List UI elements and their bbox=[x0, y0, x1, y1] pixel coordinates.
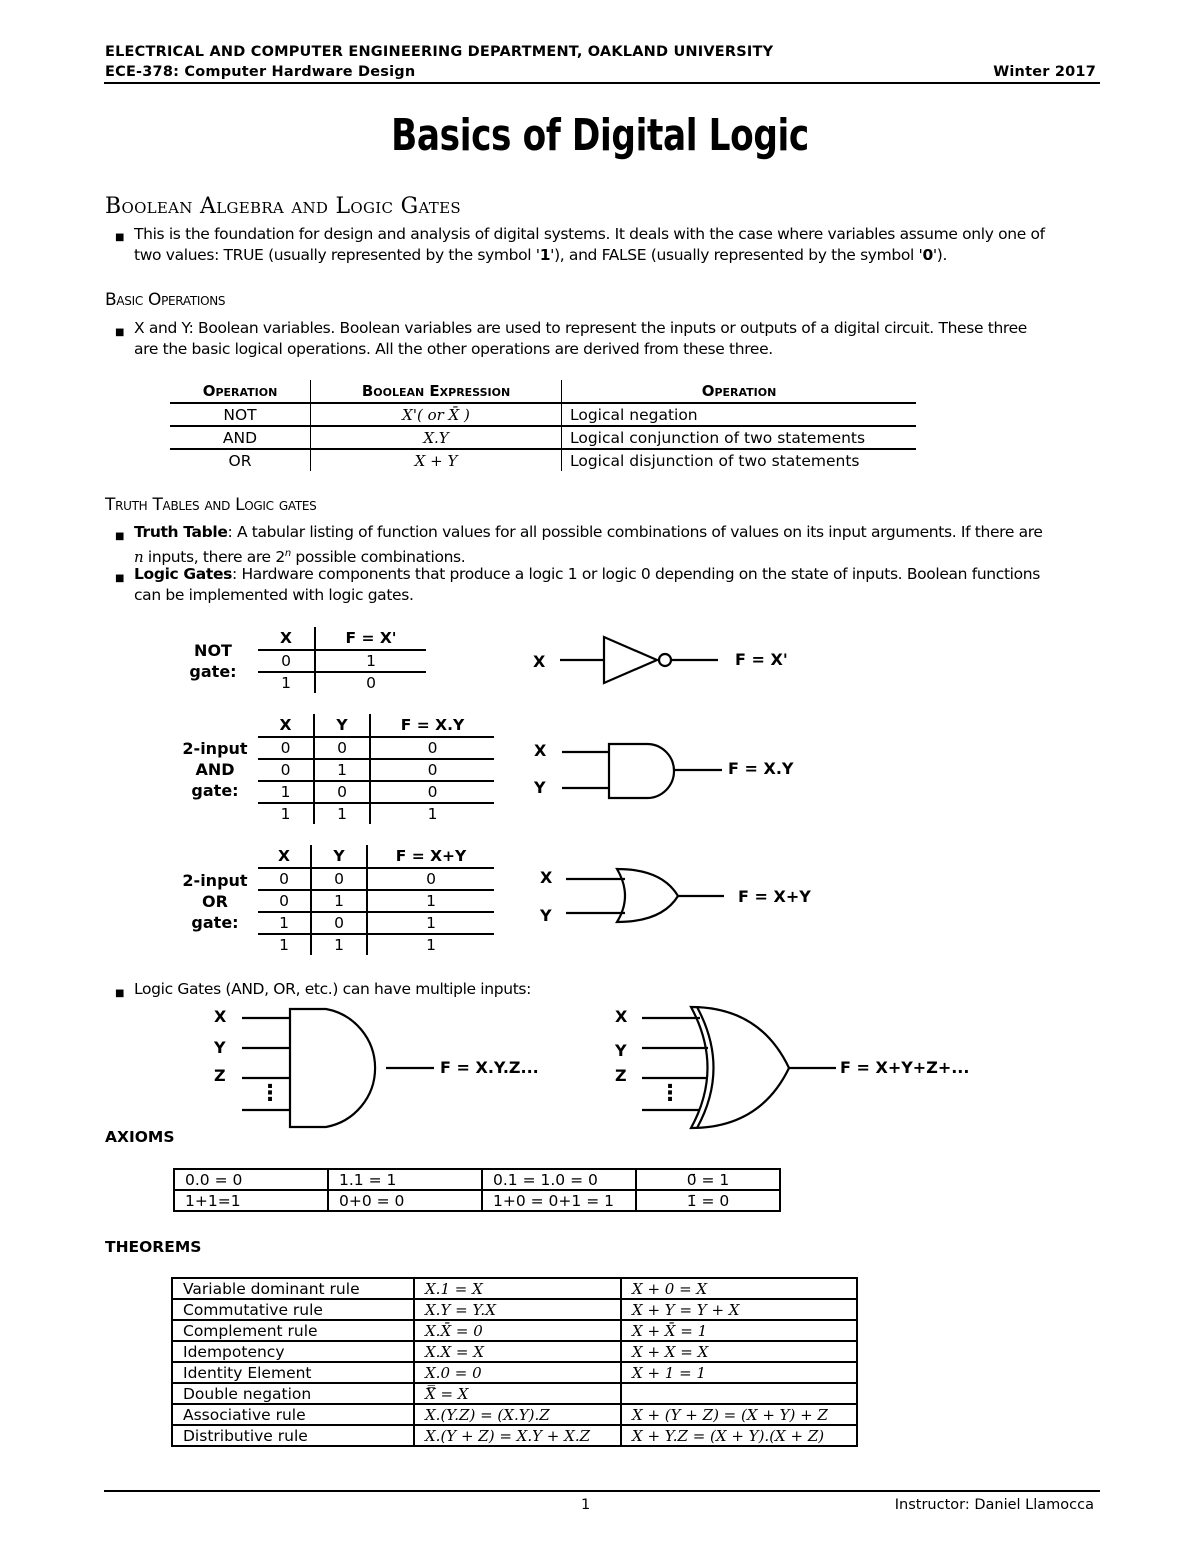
table-row: 1+1=1 0+0 = 0 1+0 = 0+1 = 1 1̄ = 0 bbox=[174, 1190, 780, 1211]
basic-ops-paragraph: X and Y: Boolean variables. Boolean variables are used to represent the inputs or outputs of a digital circuit. These three are the basic logical operations. All the other operations are derived from these three. bbox=[134, 319, 1027, 358]
table-row: Variable dominant rule X.1 = X X + 0 = X bbox=[172, 1278, 857, 1299]
section-heading-truth-tables: Truth Tables and Logic gates bbox=[105, 495, 317, 515]
and-input-x: X bbox=[534, 741, 547, 760]
instructor-label: Instructor: Daniel Llamocca bbox=[894, 1497, 1094, 1513]
multi-and-input-z: Z bbox=[214, 1066, 226, 1085]
bullet-icon: ■ bbox=[115, 531, 125, 542]
table-row: Identity Element X.0 = 0 X + 1 = 1 bbox=[172, 1362, 857, 1383]
and-input-y: Y bbox=[534, 778, 546, 797]
and-gate-symbol bbox=[562, 744, 722, 798]
table-row: Distributive rule X.(Y + Z) = X.Y + X.Z X + Y.Z = (X + Y).(X + Z) bbox=[172, 1425, 857, 1446]
table-row: 0 1 1 bbox=[258, 890, 494, 912]
theorems-table bbox=[171, 1277, 858, 1447]
term-label: Winter 2017 bbox=[993, 64, 1096, 80]
tt-header: X bbox=[258, 714, 314, 737]
bullet-icon: ■ bbox=[115, 988, 125, 999]
axioms-table bbox=[173, 1168, 781, 1212]
table-row: 1 1 1 bbox=[258, 803, 494, 824]
course-title: ECE-378: Computer Hardware Design bbox=[105, 64, 416, 80]
not-output-label: F = X' bbox=[735, 650, 788, 669]
section-heading-basic-operations: Basic Operations bbox=[105, 290, 226, 310]
multi-or-input-x: X bbox=[615, 1007, 628, 1026]
department-header: ELECTRICAL AND COMPUTER ENGINEERING DEPARTMENT, OAKLAND UNIVERSITY bbox=[105, 44, 774, 60]
desc-cell: Logical conjunction of two statements bbox=[562, 426, 917, 449]
footer-rule bbox=[104, 1490, 1100, 1492]
multi-or-input-z: Z bbox=[615, 1066, 627, 1085]
table-row: Complement rule X.X̄ = 0 X + X̄ = 1 bbox=[172, 1320, 857, 1341]
table-row: 1 0 0 bbox=[258, 781, 494, 803]
op-cell: OR bbox=[170, 449, 311, 471]
truth-table-paragraph: Truth Table: A tabular listing of function values for all possible combinations of values on its input arguments. If there are n inputs, there are 2$^n$ possible combinations. bbox=[134, 523, 1043, 567]
tt-header: Y bbox=[314, 714, 370, 737]
desc-cell: Logical disjunction of two statements bbox=[570, 451, 860, 470]
tt-header: F = X+Y bbox=[395, 847, 467, 865]
multi-or-input-y: Y bbox=[615, 1041, 627, 1060]
theorems-heading: THEOREMS bbox=[105, 1238, 202, 1256]
tt-header: F = X' bbox=[345, 629, 397, 647]
and-output-label: F = X.Y bbox=[728, 759, 794, 778]
multi-input-paragraph: Logic Gates (AND, OR, etc.) can have multiple inputs: bbox=[134, 980, 532, 998]
table-row: Double negation X̿ = X bbox=[172, 1383, 857, 1404]
or-gate-symbol bbox=[566, 869, 724, 922]
table-row: 0.0 = 0 1.1 = 1 0.1 = 1.0 = 0 0̄ = 1 bbox=[174, 1169, 780, 1190]
expr-col-header: Boolean Expression bbox=[311, 380, 562, 403]
table-row: Idempotency X.X = X X + X = X bbox=[172, 1341, 857, 1362]
desc-col-header: Operation bbox=[562, 380, 917, 403]
table-row: 0 1 0 bbox=[258, 759, 494, 781]
expr-cell: X + Y bbox=[311, 449, 562, 471]
tt-header: X bbox=[258, 627, 315, 650]
multi-and-input-x: X bbox=[214, 1007, 227, 1026]
tt-header: X bbox=[258, 845, 311, 868]
not-gate-symbol bbox=[560, 637, 718, 683]
and-gate-label: 2-input AND gate: bbox=[182, 739, 248, 800]
multi-and-output-label: F = X.Y.Z... bbox=[440, 1058, 539, 1077]
tt-header: F = X.Y bbox=[400, 716, 465, 734]
or-output-label: F = X+Y bbox=[738, 887, 811, 906]
op-cell: AND bbox=[170, 426, 311, 449]
not-gate-label: NOT gate: bbox=[189, 641, 237, 681]
bullet-icon: ■ bbox=[115, 573, 125, 584]
table-row: 1 0 1 bbox=[258, 912, 494, 934]
section1-paragraph: This is the foundation for design and analysis of digital systems. It deals with the case where variables assume only one of two values: TRUE (usually represented by the symbol '1'), and FALSE (usually represented by the symbol '0'). bbox=[134, 225, 1045, 264]
op-cell: NOT bbox=[170, 403, 311, 426]
table-row: Commutative rule X.Y = Y.X X + Y = Y + X bbox=[172, 1299, 857, 1320]
multi-and-gate-symbol bbox=[242, 1009, 434, 1127]
multi-or-output-label: F = X+Y+Z+... bbox=[840, 1058, 970, 1077]
or-input-x: X bbox=[540, 868, 553, 887]
table-row: Associative rule X.(Y.Z) = (X.Y).Z X + (Y + Z) = (X + Y) + Z bbox=[172, 1404, 857, 1425]
or-gate-label: 2-input OR gate: bbox=[182, 871, 248, 932]
multi-or-gate-symbol bbox=[642, 1007, 836, 1128]
table-row: 0 0 0 bbox=[258, 737, 494, 759]
or-input-y: Y bbox=[540, 906, 552, 925]
table-row: 0 1 bbox=[258, 650, 426, 672]
page-number: 1 bbox=[581, 1497, 591, 1513]
table-row: 0 0 0 bbox=[258, 868, 494, 890]
op-col-header: Operation bbox=[170, 380, 311, 403]
table-row: 1 0 bbox=[258, 672, 426, 693]
tt-header: Y bbox=[311, 845, 367, 868]
ellipsis-icon: ⋮ bbox=[259, 1081, 281, 1106]
bullet-icon: ■ bbox=[115, 327, 125, 338]
axioms-heading: AXIOMS bbox=[105, 1128, 175, 1146]
desc-cell: Logical negation bbox=[562, 403, 917, 426]
bullet-icon: ■ bbox=[115, 232, 125, 243]
not-input-label: X bbox=[533, 652, 546, 671]
expr-cell: X.Y bbox=[311, 426, 562, 449]
multi-and-input-y: Y bbox=[214, 1038, 226, 1057]
expr-cell: X'( or X̄ ) bbox=[311, 403, 562, 426]
table-row: 1 1 1 bbox=[258, 934, 494, 955]
section-heading-boolean: Boolean Algebra and Logic Gates bbox=[105, 194, 461, 219]
page-title: Basics of Digital Logic bbox=[391, 110, 809, 161]
logic-gates-paragraph: Logic Gates: Hardware components that produce a logic 1 or logic 0 depending on the state of inputs. Boolean functions can be implemented with logic gates. bbox=[134, 565, 1040, 604]
ellipsis-icon: ⋮ bbox=[659, 1081, 681, 1106]
